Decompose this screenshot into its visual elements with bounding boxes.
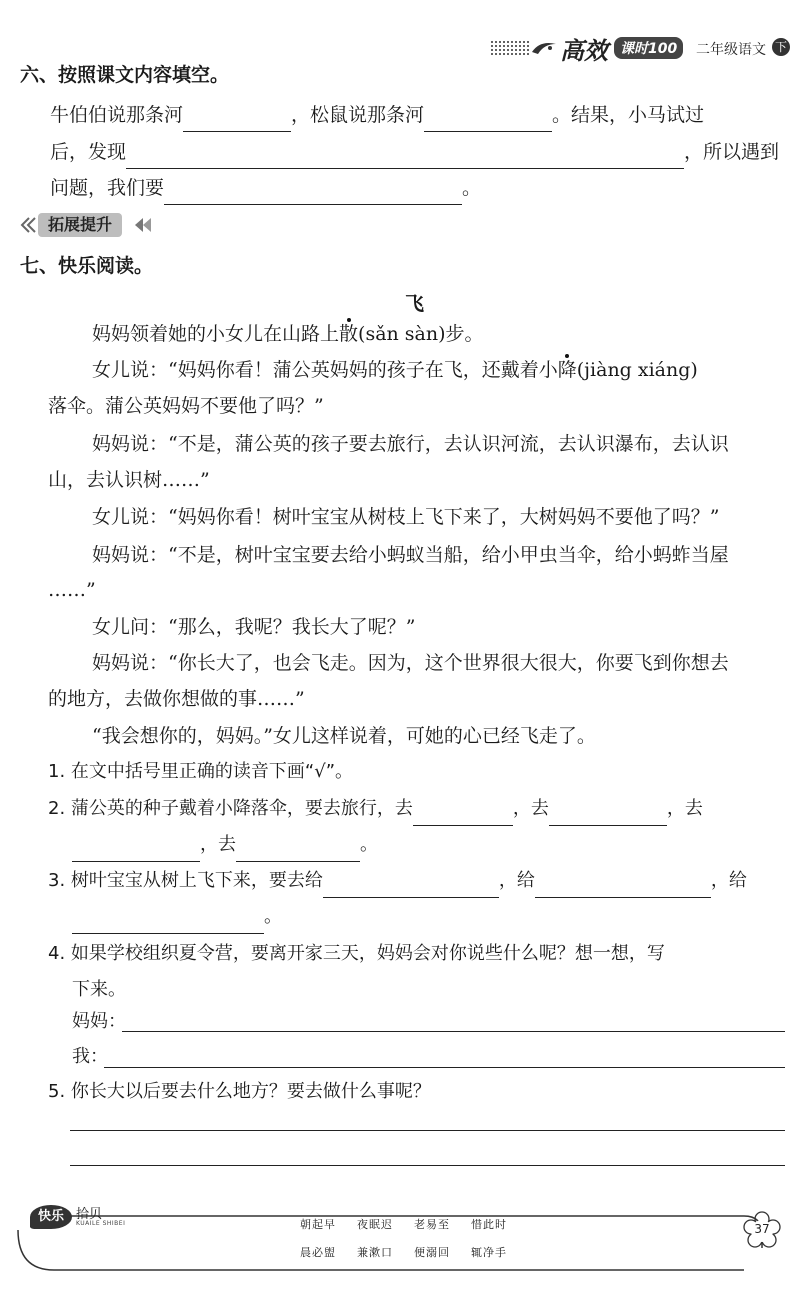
q3-blank-1[interactable] <box>323 875 499 898</box>
q4-me-label: 我： <box>72 1046 108 1067</box>
dotted-character: 降 <box>557 359 577 381</box>
double-chevron-left-icon <box>132 216 154 234</box>
s6-text: 。结果，小马试过 <box>552 104 705 126</box>
story-paragraph <box>92 317 484 351</box>
story-paragraph: 女儿说：“妈妈你看！树叶宝宝从树枝上飞下来了，大树妈妈不要他了吗？” <box>92 506 720 528</box>
proverb-phrase: 朝起早 <box>300 1218 336 1231</box>
proverb-phrase: 辄净手 <box>471 1246 507 1259</box>
question-5: 5. 你长大以后要去什么地方？要去做什么事呢？ <box>48 1081 431 1102</box>
story-paragraph-cont: 山，去认识树……” <box>48 469 210 491</box>
badge-subtitle: KUAILE SHIBEI <box>76 1220 126 1227</box>
section6-line1 <box>50 98 704 132</box>
q-text: ，去 <box>200 834 236 855</box>
story-text: 女儿说：“妈妈你看！蒲公英妈妈的孩子在飞，还戴着小 <box>92 359 558 381</box>
proverb-phrase: 晨必盥 <box>300 1246 336 1259</box>
story-paragraph-cont: 的地方，去做你想做的事……” <box>48 688 305 710</box>
section6-title: 六、按照课文内容填空。 <box>20 64 230 86</box>
q3-blank-3[interactable] <box>72 911 264 934</box>
q-text: 3. 树叶宝宝从树上飞下来，要去给 <box>48 870 323 891</box>
story-paragraph-cont: 落伞。蒲公英妈妈不要他了吗？” <box>48 395 324 417</box>
story-paragraph: 女儿问：“那么，我呢？我长大了呢？” <box>92 616 416 638</box>
q2-blank-3[interactable] <box>72 839 200 862</box>
question-3-cont <box>72 900 282 934</box>
q-text: 2. 蒲公英的种子戴着小降落伞，要去旅行，去 <box>48 798 413 819</box>
s6-text: ，松鼠说那条河 <box>291 104 425 126</box>
question-1: 1. 在文中括号里正确的读音下画“√”。 <box>48 761 354 782</box>
story-paragraph: “我会想你的，妈妈。”女儿这样说着，可她的心已经飞走了。 <box>92 725 596 747</box>
s6-text: 牛伯伯说那条河 <box>50 104 184 126</box>
proverb-phrase: 兼漱口 <box>357 1246 393 1259</box>
proverb-phrase: 便溺回 <box>414 1246 450 1259</box>
s6-blank-4[interactable] <box>164 182 462 205</box>
page-number-flower <box>742 1210 782 1250</box>
s6-text: 。 <box>462 177 482 199</box>
q5-answer-line-2[interactable] <box>70 1165 785 1166</box>
pinyin-choice[interactable]: (sǎn sàn)步。 <box>358 323 484 345</box>
swoosh-icon <box>530 38 558 58</box>
brand-title: 高效 <box>560 37 608 65</box>
page-number: 37 <box>754 1222 770 1236</box>
grade-label: 二年级语文 <box>696 42 766 58</box>
question-3 <box>48 864 747 898</box>
proverb-phrase: 老易至 <box>414 1218 450 1231</box>
story-title: 飞 <box>405 293 425 315</box>
q-text: ，去 <box>512 798 549 819</box>
story-paragraph: 妈妈说：“你长大了，也会飞走。因为，这个世界很大很大，你要飞到你想去 <box>92 652 729 674</box>
s6-text: 问题，我们要 <box>50 177 165 199</box>
story-paragraph-cont: ……” <box>48 579 96 601</box>
header-dot-pattern <box>490 40 530 56</box>
section6-line3 <box>50 171 481 205</box>
page-header <box>490 34 790 64</box>
q-text: ，给 <box>498 870 535 891</box>
proverb-phrase: 夜眠迟 <box>357 1218 393 1231</box>
footer-badge <box>30 1203 150 1235</box>
q4-mom-label: 妈妈： <box>72 1011 126 1032</box>
q-text: 。 <box>264 906 282 927</box>
banner-label: 拓展提升 <box>38 213 122 237</box>
s6-text: 后，发现 <box>50 141 127 163</box>
story-paragraph: 妈妈说：“不是，蒲公英的孩子要去旅行，去认识河流，去认识瀑布，去认识 <box>92 433 729 455</box>
question-4: 4. 如果学校组织夏令营，要离开家三天，妈妈会对你说些什么呢？想一想，写 <box>48 943 665 964</box>
volume-badge: 下 <box>772 38 790 56</box>
q3-blank-2[interactable] <box>535 875 711 898</box>
q4-me-answer-line[interactable] <box>104 1067 785 1068</box>
proverb-line-1 <box>300 1216 507 1232</box>
question-4-cont: 下来。 <box>72 979 126 1000</box>
q-text: ，去 <box>666 798 703 819</box>
s6-blank-3[interactable] <box>126 146 684 169</box>
extension-banner <box>20 212 160 238</box>
proverb-phrase: 惜此时 <box>471 1218 507 1231</box>
question-2-cont <box>72 828 378 862</box>
q2-blank-4[interactable] <box>236 839 360 862</box>
story-paragraph: 妈妈说：“不是，树叶宝宝要去给小蚂蚁当船，给小甲虫当伞，给小蚂蚱当屋 <box>92 544 729 566</box>
badge-word: 拾贝 <box>76 1207 103 1222</box>
dotted-character: 散 <box>339 323 359 345</box>
q-text: 。 <box>360 834 378 855</box>
pinyin-choice[interactable]: (jiàng xiáng) <box>576 359 698 381</box>
s6-text: ，所以遇到 <box>684 141 780 163</box>
q5-answer-line-1[interactable] <box>70 1130 785 1131</box>
q2-blank-1[interactable] <box>413 803 513 826</box>
brand-subtitle: 课时100 <box>614 37 683 59</box>
story-paragraph <box>92 353 698 387</box>
badge-bubble: 快乐 <box>30 1205 72 1229</box>
section6-line2 <box>50 135 779 169</box>
s6-blank-2[interactable] <box>424 109 552 132</box>
s6-blank-1[interactable] <box>183 109 291 132</box>
section7-title: 七、快乐阅读。 <box>20 255 154 277</box>
proverb-line-2 <box>300 1244 507 1260</box>
q-text: ，给 <box>710 870 747 891</box>
q2-blank-2[interactable] <box>549 803 667 826</box>
question-2 <box>48 792 703 826</box>
story-text: 妈妈领着她的小女儿在山路上 <box>92 323 340 345</box>
q4-mom-answer-line[interactable] <box>122 1031 785 1032</box>
double-chevron-left-icon <box>20 216 38 234</box>
